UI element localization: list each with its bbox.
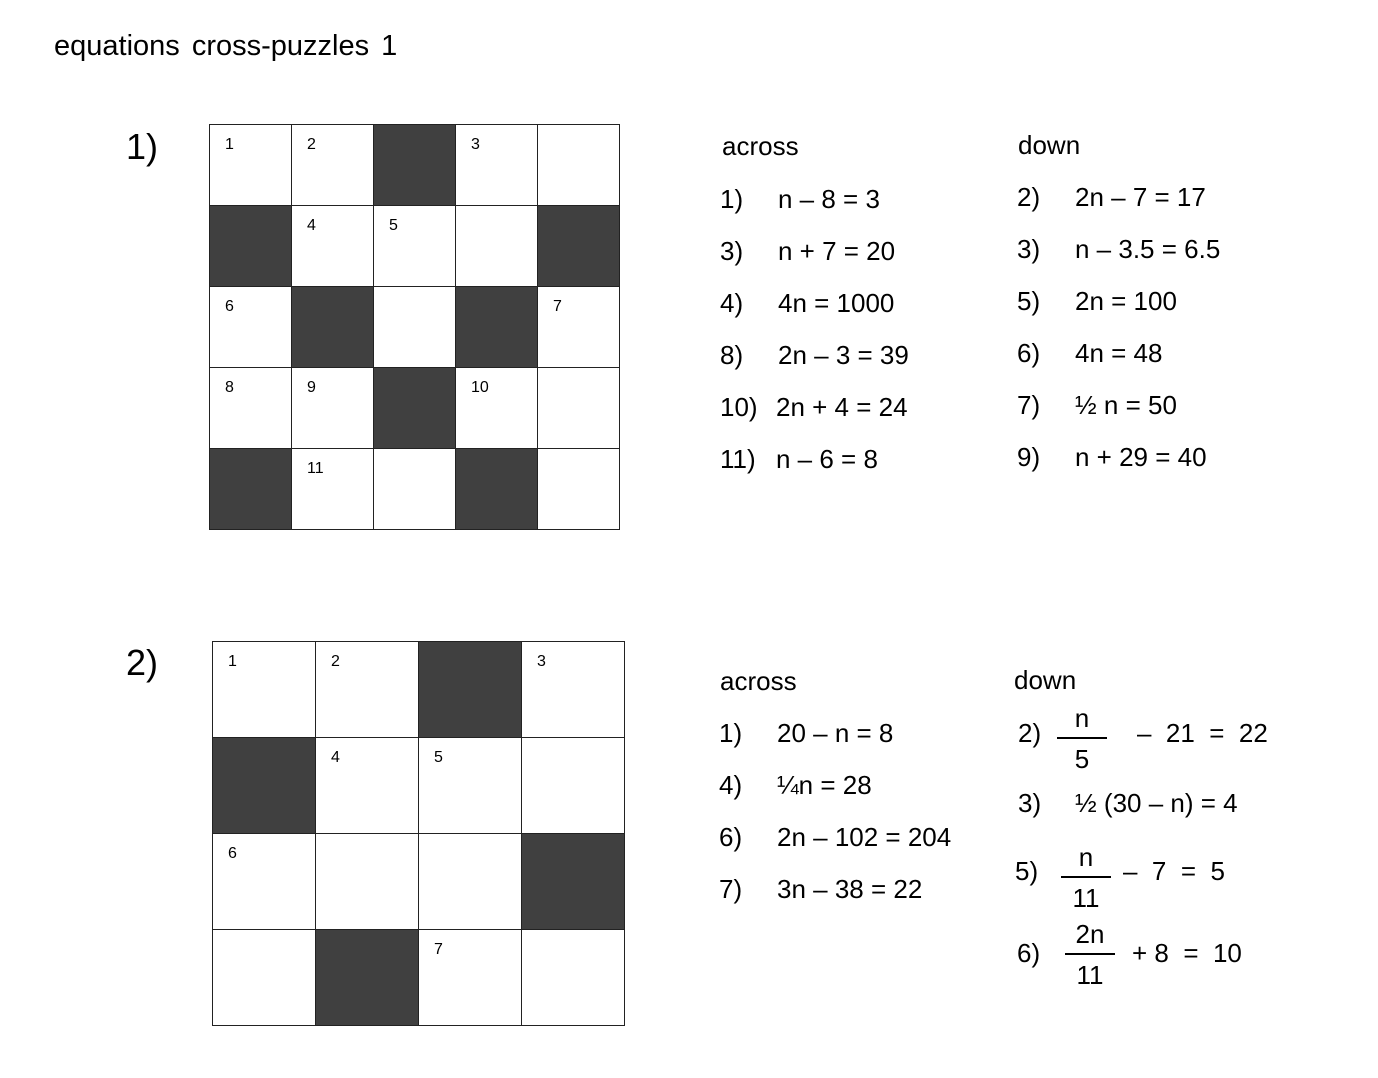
fraction-bar <box>1061 876 1111 878</box>
clue-number: 8) <box>720 340 744 370</box>
answer-cell[interactable] <box>538 125 620 206</box>
clue-equation: 3n – 38 = 22 <box>777 874 923 904</box>
cell-number: 9 <box>307 379 316 396</box>
puzzle-1-grid <box>209 124 620 530</box>
clue-number: 4) <box>719 770 743 800</box>
clue-equation: ½ (30 – n) = 4 <box>1075 788 1238 818</box>
answer-cell[interactable] <box>210 125 292 206</box>
cell-number: 11 <box>307 460 324 477</box>
cell-number: 7 <box>553 298 562 315</box>
answer-cell[interactable] <box>522 642 625 738</box>
black-cell <box>538 206 620 287</box>
denominator: 11 <box>1072 883 1100 913</box>
answer-cell[interactable] <box>374 206 456 287</box>
puzzle-1-label: 1) <box>126 126 159 167</box>
clue-equation: n – 3.5 = 6.5 <box>1075 234 1221 264</box>
answer-cell[interactable] <box>292 206 374 287</box>
clue-equation: 2n – 7 = 17 <box>1075 182 1206 212</box>
answer-cell[interactable] <box>419 834 522 930</box>
clue-number: 3) <box>1017 234 1041 264</box>
answer-cell[interactable] <box>456 368 538 449</box>
black-cell <box>213 738 316 834</box>
cell-number: 6 <box>225 298 234 315</box>
answer-cell[interactable] <box>213 834 316 930</box>
answer-cell[interactable] <box>292 368 374 449</box>
cell-number: 1 <box>228 653 237 670</box>
clue-number: 9) <box>1017 442 1041 472</box>
clue-equation-rest: – 7 = 5 <box>1123 856 1225 886</box>
black-cell <box>456 449 538 530</box>
clue-number: 5) <box>1017 286 1041 316</box>
cell-number: 1 <box>225 136 234 153</box>
grid-row <box>213 930 625 1026</box>
answer-cell[interactable] <box>538 287 620 368</box>
clue-number: 7) <box>719 874 743 904</box>
puzzle-2-across-heading: across <box>720 666 797 696</box>
black-cell <box>292 287 374 368</box>
answer-cell[interactable] <box>538 449 620 530</box>
clue-equation: n – 8 = 3 <box>778 184 880 214</box>
cell-number: 3 <box>471 136 480 153</box>
clue-number: 10) <box>720 392 758 422</box>
clue-equation: n + 29 = 40 <box>1075 442 1207 472</box>
puzzle-2-down-heading: down <box>1014 665 1077 695</box>
grid-row <box>210 125 620 206</box>
clue-equation: 2n – 102 = 204 <box>777 822 952 852</box>
black-cell <box>210 206 292 287</box>
cell-number: 6 <box>228 845 237 862</box>
answer-cell[interactable] <box>316 738 419 834</box>
answer-cell[interactable] <box>374 449 456 530</box>
black-cell <box>522 834 625 930</box>
clue-equation: ½ n = 50 <box>1075 390 1177 420</box>
answer-cell[interactable] <box>316 642 419 738</box>
clue-number: 2) <box>1017 182 1041 212</box>
page-title: equations cross-puzzles 1 <box>54 30 398 62</box>
fraction <box>1065 919 1115 991</box>
puzzle-1-down-heading: down <box>1018 130 1081 160</box>
answer-cell[interactable] <box>316 834 419 930</box>
numerator: 2n <box>1075 919 1105 949</box>
clue-equation: 2n = 100 <box>1075 286 1177 316</box>
clue-number: 11) <box>720 444 756 474</box>
clue-number: 6) <box>1017 338 1041 368</box>
black-cell <box>374 125 456 206</box>
fraction-bar <box>1065 953 1115 955</box>
clue-equation: n – 6 = 8 <box>776 444 878 474</box>
denominator: 5 <box>1074 744 1090 774</box>
numerator: n <box>1078 842 1094 872</box>
cell-number: 4 <box>307 217 316 234</box>
cell-number: 8 <box>225 379 234 396</box>
answer-cell[interactable] <box>213 642 316 738</box>
puzzle-2-label: 2) <box>126 642 159 683</box>
grid-row <box>210 368 620 449</box>
clue-number: 7) <box>1017 390 1041 420</box>
cell-number: 3 <box>537 653 546 670</box>
fraction <box>1057 703 1107 775</box>
cell-number: 5 <box>434 749 443 766</box>
answer-cell[interactable] <box>419 930 522 1026</box>
cell-number: 7 <box>434 941 443 958</box>
clue-equation-rest: – 21 = 22 <box>1137 718 1268 748</box>
answer-cell[interactable] <box>210 287 292 368</box>
cell-number: 5 <box>389 217 398 234</box>
black-cell <box>456 287 538 368</box>
clue-number: 6) <box>719 822 743 852</box>
clue-equation: 4n = 48 <box>1075 338 1163 368</box>
cell-number: 10 <box>471 379 489 396</box>
fraction-bar <box>1057 737 1107 739</box>
clue-equation: 2n + 4 = 24 <box>776 392 908 422</box>
numerator: n <box>1074 703 1090 733</box>
answer-cell[interactable] <box>292 449 374 530</box>
clue-number: 6) <box>1017 938 1041 968</box>
black-cell <box>316 930 419 1026</box>
clue-number: 3) <box>1018 788 1042 818</box>
clue-number: 1) <box>719 718 743 748</box>
black-cell <box>419 642 522 738</box>
clue-equation: 4n = 1000 <box>778 288 895 318</box>
answer-cell[interactable] <box>213 930 316 1026</box>
clue-number: 1) <box>720 184 744 214</box>
clue-equation: n + 7 = 20 <box>778 236 896 266</box>
clue-equation-rest: + 8 = 10 <box>1132 938 1242 968</box>
grid-row <box>210 206 620 287</box>
puzzle-2-grid <box>212 641 625 1026</box>
answer-cell[interactable] <box>522 738 625 834</box>
fraction <box>1061 842 1111 914</box>
clue-number: 2) <box>1018 718 1042 748</box>
grid-row <box>213 834 625 930</box>
clue-number: 4) <box>720 288 744 318</box>
answer-cell[interactable] <box>419 738 522 834</box>
clue-equation: 20 – n = 8 <box>777 718 894 748</box>
cell-number: 2 <box>331 653 340 670</box>
clue-equation: 2n – 3 = 39 <box>778 340 909 370</box>
answer-cell[interactable] <box>210 368 292 449</box>
answer-cell[interactable] <box>456 125 538 206</box>
answer-cell[interactable] <box>522 930 625 1026</box>
black-cell <box>374 368 456 449</box>
answer-cell[interactable] <box>374 287 456 368</box>
cell-number: 4 <box>331 749 340 766</box>
answer-cell[interactable] <box>538 368 620 449</box>
grid-row <box>210 449 620 530</box>
answer-cell[interactable] <box>456 206 538 287</box>
clue-number: 5) <box>1015 856 1039 886</box>
clue-equation: ¼n = 28 <box>777 770 872 800</box>
cell-number: 2 <box>307 136 316 153</box>
denominator: 11 <box>1076 960 1104 990</box>
puzzle-1-across-heading: across <box>722 131 799 161</box>
answer-cell[interactable] <box>292 125 374 206</box>
grid-row <box>213 642 625 738</box>
black-cell <box>210 449 292 530</box>
grid-row <box>210 287 620 368</box>
clue-number: 3) <box>720 236 744 266</box>
grid-row <box>213 738 625 834</box>
